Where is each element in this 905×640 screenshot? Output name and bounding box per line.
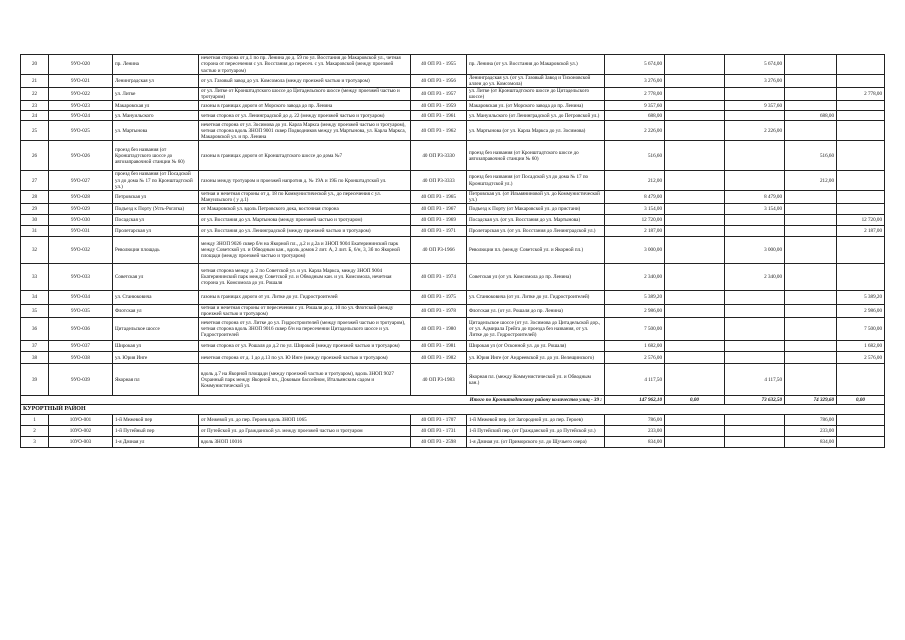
row-number: 22 (21, 88, 49, 101)
row-code: 9УО-023 (49, 101, 113, 111)
row-reg-number: 40 ОП Р3 - 1981 (411, 341, 467, 352)
row-reg-number: 40 ОП Р3 - 1978 (411, 304, 467, 317)
row-number: 20 (21, 55, 49, 75)
row-reg-number: 40 ОП Р3 - 1956 (411, 75, 467, 88)
row-col1 (665, 415, 725, 426)
subtotal-col1: 0,00 (665, 396, 725, 405)
table-row (21, 190, 885, 203)
row-number: 29 (21, 203, 49, 214)
row-col3 (785, 190, 837, 203)
row-col1 (665, 190, 725, 203)
row-name: Якорная пл (113, 364, 199, 396)
row-total: 3 276,00 (605, 75, 665, 88)
subtotal-label: Итого по Кронштадтскому району количество улиц - 39 : (21, 396, 605, 405)
row-col1 (665, 55, 725, 75)
row-name: Цитадельское шоссе (113, 318, 199, 341)
row-col2 (725, 304, 785, 317)
row-description: четная и нечетная стороны от д. 18 по Коммунистической ул., до пересечения с ул. Мануильского ( у д.1) (199, 190, 411, 203)
row-number: 23 (21, 101, 49, 111)
row-col3 (785, 55, 837, 75)
row-total: 2 778,00 (605, 88, 665, 101)
row-code: 9УО-020 (49, 55, 113, 75)
row-col2: 2 340,00 (725, 263, 785, 290)
row-code: 10УО-001 (49, 415, 113, 426)
row-col2 (725, 171, 785, 190)
row-bounds: проезд без названия (от Посадской ул до дома № 17 по Кронштадтской ул.) (467, 171, 605, 190)
row-bounds: Широкая ул (от Осконной ул. до ул. Рошаля) (467, 341, 605, 352)
row-col1 (665, 88, 725, 101)
row-description: от Путейской ул. до Гражданской ул. между проезжей частью и тротуаром (199, 426, 411, 437)
row-total: 7 500,00 (605, 318, 665, 341)
row-name: проезд без названия (от Посадской ул до дома № 17 по Кронштадтской ул.) (113, 171, 199, 190)
row-col2 (725, 290, 785, 304)
row-bounds: Ленинградская ул. (от ул. Газовый Завод и Тихоновской аллеи до ул. Комсомола) (467, 75, 605, 88)
row-description: газоны в границах дороги от ул. Литке до ул. Гидростроителей (199, 290, 411, 304)
row-name: 1-й Путейный пер (113, 426, 199, 437)
row-total: 212,00 (605, 171, 665, 190)
row-name: 1-я Дачная ул (113, 437, 199, 448)
table-row (21, 426, 885, 437)
row-col3: 786,00 (785, 415, 837, 426)
row-bounds: Цитадельское шоссе (от ул. Зосимова до Цитадельской дор., от ул. Адмирала Грейга до проезда без названия, от ул. Литке до ул. Гидростроителей) (467, 318, 605, 341)
row-total: 2 226,00 (605, 121, 665, 141)
row-col3: 212,00 (785, 171, 837, 190)
row-description: четная сторона от ул. Рошаля до д.2 по ул. Широкой (между проезжей частью и тротуаром) (199, 341, 411, 352)
table-row (21, 225, 885, 236)
row-col4 (837, 55, 885, 75)
table-row (21, 290, 885, 304)
row-description: от Макаровской ул. вдоль Петровского дока, восточная сторона (199, 203, 411, 214)
subtotal-row (21, 396, 885, 405)
row-number: 34 (21, 290, 49, 304)
row-code: 9УО-028 (49, 190, 113, 203)
row-number: 38 (21, 352, 49, 364)
row-col2 (725, 341, 785, 352)
row-bounds: пр. Ленина (от ул. Восстания до Макаровской ул.) (467, 55, 605, 75)
row-description: от ул. Литке от Кронштадтского шоссе до Цитадельского шоссе (между проезжей частью и тротуаром) (199, 88, 411, 101)
row-total: 2 986,00 (605, 304, 665, 317)
row-col1 (665, 426, 725, 437)
row-col4 (837, 364, 885, 396)
row-reg-number: 40 ОП Р3 - 1731 (411, 426, 467, 437)
row-name: Пролетарская ул (113, 225, 199, 236)
row-bounds: Петровская ул. (от Ильмяниновой ул. до Коммунистической ул.) (467, 190, 605, 203)
row-col1 (665, 318, 725, 341)
row-name: Ленинградская ул (113, 75, 199, 88)
row-bounds: Революции пл. (между Советской ул. и Якорной пл.) (467, 236, 605, 263)
row-col3 (785, 352, 837, 364)
row-description: от ул. Восстания до ул. Ленинградской (между проезжей частью и тротуаром) (199, 225, 411, 236)
row-col4: 2 187,00 (837, 225, 885, 236)
row-col3: 834,00 (785, 437, 837, 448)
subtotal-col4: 0,00 (837, 396, 885, 405)
row-description: от ул. Газовый завод до ул. Комсомола (между проезжей частью и тротуаром) (199, 75, 411, 88)
row-name: Петровская ул (113, 190, 199, 203)
row-code: 9УО-031 (49, 225, 113, 236)
row-col4 (837, 190, 885, 203)
row-name: Макаровская ул (113, 101, 199, 111)
row-name: Широкая ул (113, 341, 199, 352)
row-col1 (665, 203, 725, 214)
row-col4: 12 720,00 (837, 214, 885, 225)
row-code: 9УО-032 (49, 236, 113, 263)
row-bounds: Пролетарская ул. (от ул. Восстания до Ленинградской ул.) (467, 225, 605, 236)
row-description: нечетная сторона от ул. Зосимова до ул. Карла Маркса (между проезжей частью и тротуаром), четная сторона вдоль ЗНОП 9001 сквер Подводников между ул.Мартынова, ул. Карла Маркса, Макаровской ул. и пр. Ленина (199, 121, 411, 141)
row-col2 (725, 415, 785, 426)
row-code: 9УО-039 (49, 364, 113, 396)
row-number: 27 (21, 171, 49, 190)
row-name: Советская ул (113, 263, 199, 290)
row-col4 (837, 236, 885, 263)
row-reg-number: 40 ОП Р3 - 1961 (411, 111, 467, 121)
row-col2: 8 479,00 (725, 190, 785, 203)
row-col4 (837, 101, 885, 111)
row-total: 786,00 (605, 415, 665, 426)
row-col3 (785, 263, 837, 290)
subtotal-block (21, 396, 885, 415)
row-col3 (785, 304, 837, 317)
row-bounds: Советская ул (от ул. Комсомола до пр. Ленина) (467, 263, 605, 290)
row-number: 35 (21, 304, 49, 317)
table-row (21, 75, 885, 88)
row-bounds: Подъезд к Порту (от Макаровской ул. до пристани) (467, 203, 605, 214)
row-reg-number: 40 ОП Р3 - 1707 (411, 415, 467, 426)
row-col1 (665, 75, 725, 88)
row-description: четная сторона от ул. Ленинградской до д. 22 (между проезжей частью и тротуаром) (199, 111, 411, 121)
row-col1 (665, 263, 725, 290)
row-bounds: ул. Станюковича (от ул. Литке до ул. Гидростроителей) (467, 290, 605, 304)
row-col4 (837, 437, 885, 448)
row-col4 (837, 415, 885, 426)
row-total: 3 154,00 (605, 203, 665, 214)
row-description: нечетная сторона от д.1 по пр. Ленина до д. 59 по ул. Восстания до Макаровской ул., четная сторона от пересечения с ул. Восстания до пересеч. с ул. Макаровской (между проезжей частью и тротуаром) (199, 55, 411, 75)
row-name: Подъезд к Порту (Усть-Рогатка) (113, 203, 199, 214)
row-reg-number: 40 ОП Р3-3333 (411, 171, 467, 190)
row-number: 39 (21, 364, 49, 396)
row-col3 (785, 75, 837, 88)
row-description: от ул. Восстания до ул. Мартынова (между проезжей частью и тротуаром) (199, 214, 411, 225)
row-reg-number: 40 ОП Р3-1983 (411, 364, 467, 396)
row-col3 (785, 203, 837, 214)
row-reg-number: 40 ОП Р3 - 1969 (411, 214, 467, 225)
row-total: 12 720,00 (605, 214, 665, 225)
row-col2 (725, 88, 785, 101)
row-bounds: Посадская ул. (от ул. Восстания до ул. Мартынова) (467, 214, 605, 225)
row-code: 10УО-003 (49, 437, 113, 448)
row-reg-number: 40 ОП Р3 - 1975 (411, 290, 467, 304)
row-bounds: ул. Юрия Инге (от Андреевской ул. до ул. Велещинского) (467, 352, 605, 364)
row-code: 9УО-035 (49, 304, 113, 317)
row-col4 (837, 75, 885, 88)
row-number: 30 (21, 214, 49, 225)
row-description: четная сторона между д. 2 по Советской ул. и ул. Карла Маркса, между ЗНОП 9004 Екатерининский парк между Советской ул. и Обводным кан. и ул. Комсомола, нечетная сторона ул. Комсомола до ул. Рошаля (199, 263, 411, 290)
row-col4: 1 682,00 (837, 341, 885, 352)
row-description: нечетная сторона от ул. Литке до ул. Гидростроителей (между проезжей частью и тротуаром), четная сторона вдоль ЗНОП 9016 сквер б/н на пересечении Цитадельского шоссе и ул. Гидростроителей (199, 318, 411, 341)
row-code: 9УО-030 (49, 214, 113, 225)
row-number: 36 (21, 318, 49, 341)
table-row (21, 318, 885, 341)
row-code: 9УО-029 (49, 203, 113, 214)
row-code: 9УО-022 (49, 88, 113, 101)
row-reg-number: 40 ОП Р3 - 1959 (411, 101, 467, 111)
row-code: 9УО-021 (49, 75, 113, 88)
row-number: 21 (21, 75, 49, 88)
row-description: газоны между тротуаром и проезжей напротив д. № 19А и 19Б по Кронштадтской ул. (199, 171, 411, 190)
row-reg-number: 40 ОП Р3 - 1971 (411, 225, 467, 236)
row-code: 9УО-024 (49, 111, 113, 121)
row-col4: 7 500,00 (837, 318, 885, 341)
row-total: 9 357,60 (605, 101, 665, 111)
row-col3: 516,60 (785, 141, 837, 171)
row-col4 (837, 111, 885, 121)
row-description: нечетная сторона от д. 1 до д.13 по ул. Ю Инге (между проезжей частью и тротуаром) (199, 352, 411, 364)
row-col1 (665, 236, 725, 263)
row-description: между ЗНОП 9026 сквер б/н на Якорной пл., д.2 и д.2а и ЗНОП 9004 Екатерининский парк между Советской ул. и Обводным кан., вдоль домов 2 лит. А, 2 лит. Б, 6/н, 3, 3б по Якорной площади (между проезжей частью и тротуаром) (199, 236, 411, 263)
row-number: 24 (21, 111, 49, 121)
row-name: ул. Станюковича (113, 290, 199, 304)
roads-table (20, 54, 885, 448)
table-row (21, 236, 885, 263)
row-name: пр. Ленина (113, 55, 199, 75)
row-reg-number: 40 ОП Р3 - 1980 (411, 318, 467, 341)
row-col1 (665, 352, 725, 364)
table-row (21, 415, 885, 426)
row-col3 (785, 318, 837, 341)
row-total: 233,00 (605, 426, 665, 437)
row-col4 (837, 426, 885, 437)
row-bounds: ул. Мартынова (от ул. Карла Маркса до ул. Зосимова) (467, 121, 605, 141)
table-row (21, 141, 885, 171)
row-description: газоны в границах дороги от Морского завода до пр. Ленина (199, 101, 411, 111)
row-code: 9УО-025 (49, 121, 113, 141)
row-col1 (665, 364, 725, 396)
row-total: 5 674,00 (605, 55, 665, 75)
row-col4: 2 576,00 (837, 352, 885, 364)
row-description: вдоль ЗНОП 10016 (199, 437, 411, 448)
row-col3 (785, 225, 837, 236)
table-row (21, 203, 885, 214)
row-col4: 2 778,00 (837, 88, 885, 101)
row-number: 25 (21, 121, 49, 141)
table-row (21, 341, 885, 352)
row-col2 (725, 352, 785, 364)
row-number: 37 (21, 341, 49, 352)
table-row (21, 171, 885, 190)
row-name: ул. Литке (113, 88, 199, 101)
row-col1 (665, 111, 725, 121)
row-name: ул. Юрия Инге (113, 352, 199, 364)
row-total: 3 000,00 (605, 236, 665, 263)
subtotal-total: 147 962,10 (605, 396, 665, 405)
row-col1 (665, 437, 725, 448)
row-col1 (665, 290, 725, 304)
row-number: 31 (21, 225, 49, 236)
row-col2 (725, 214, 785, 225)
row-description: от Межевой ул. до пер. Героев вдоль ЗНОП 1065 (199, 415, 411, 426)
row-code: 9УО-038 (49, 352, 113, 364)
row-col3 (785, 88, 837, 101)
row-number: 28 (21, 190, 49, 203)
row-col1 (665, 121, 725, 141)
row-total: 8 479,00 (605, 190, 665, 203)
row-total: 2 576,00 (605, 352, 665, 364)
row-code: 9УО-027 (49, 171, 113, 190)
subtotal-col2: 73 632,50 (725, 396, 785, 405)
row-col2 (725, 426, 785, 437)
row-col4 (837, 203, 885, 214)
row-name: Посадская ул (113, 214, 199, 225)
row-bounds: ул. Мануильского (от Ленинградской ул. до Петровской ул.) (467, 111, 605, 121)
row-description: вдоль д.7 на Якорной площади (между проезжей частью и тротуаром), вдоль ЗНОП 9027 Охранный парк между Якорной пл., Доковым бассейном, Итальянским садом и Коммунистической ул. (199, 364, 411, 396)
row-total: 834,00 (605, 437, 665, 448)
row-reg-number: 40 ОП Р3 - 1965 (411, 190, 467, 203)
subtotal-col3: 74 329,60 (785, 396, 837, 405)
row-col4: 5 389,20 (837, 290, 885, 304)
row-bounds: Флотская ул. (от ул. Рошаля до пр. Ленина) (467, 304, 605, 317)
row-col2 (725, 225, 785, 236)
row-col2 (725, 111, 785, 121)
row-total: 4 117,50 (605, 364, 665, 396)
row-total: 516,60 (605, 141, 665, 171)
row-description: газоны в границах дороги от Кронштадтского шоссе до дома №7 (199, 141, 411, 171)
row-total: 2 340,00 (605, 263, 665, 290)
row-col3 (785, 290, 837, 304)
row-col4 (837, 141, 885, 171)
row-reg-number: 40 ОП Р3-3330 (411, 141, 467, 171)
row-col2: 4 117,50 (725, 364, 785, 396)
table-row (21, 263, 885, 290)
row-reg-number: 40 ОП Р3 - 1962 (411, 121, 467, 141)
row-description: четная и нечетная стороны от пересечения с ул. Рошаля до д. 10 по ул. Флотской (между проезжей частью и тротуаром) (199, 304, 411, 317)
row-number: 1 (21, 415, 49, 426)
row-col4: 2 986,00 (837, 304, 885, 317)
row-code: 9УО-033 (49, 263, 113, 290)
row-col3: 688,00 (785, 111, 837, 121)
section-row (21, 405, 885, 415)
row-col2: 3 154,00 (725, 203, 785, 214)
row-col2 (725, 318, 785, 341)
row-total: 2 187,00 (605, 225, 665, 236)
row-col1 (665, 171, 725, 190)
row-col1 (665, 214, 725, 225)
row-code: 9УО-034 (49, 290, 113, 304)
row-col4 (837, 121, 885, 141)
row-reg-number: 40 ОП Р3 - 1974 (411, 263, 467, 290)
row-col4 (837, 263, 885, 290)
row-bounds: ул. Литке (от Кронштадтского шоссе до Цитадельского шоссе) (467, 88, 605, 101)
row-total: 1 682,00 (605, 341, 665, 352)
row-code: 9УО-026 (49, 141, 113, 171)
row-bounds: 1-й Путейский пер. (от Гражданской ул. до Путейской ул.) (467, 426, 605, 437)
row-bounds: Макаровская ул. (от Морского завода до пр. Ленина) (467, 101, 605, 111)
row-total: 688,00 (605, 111, 665, 121)
row-col3 (785, 121, 837, 141)
section-title: КУРОРТНЫЙ РАЙОН (21, 405, 885, 415)
row-col2 (725, 141, 785, 171)
table-row (21, 214, 885, 225)
row-col2: 5 674,00 (725, 55, 785, 75)
row-name: Флотская ул (113, 304, 199, 317)
row-bounds: 1-й Межевой пер. (от Загородной ул. до пер. Героев) (467, 415, 605, 426)
row-col3: 233,00 (785, 426, 837, 437)
row-reg-number: 40 ОП Р3 - 1955 (411, 55, 467, 75)
row-col4 (837, 171, 885, 190)
row-col1 (665, 304, 725, 317)
row-col2: 2 226,00 (725, 121, 785, 141)
table-row (21, 437, 885, 448)
row-col3 (785, 236, 837, 263)
row-number: 2 (21, 426, 49, 437)
row-col2 (725, 437, 785, 448)
table-row (21, 111, 885, 121)
row-col3 (785, 101, 837, 111)
row-code: 9УО-036 (49, 318, 113, 341)
row-number: 26 (21, 141, 49, 171)
row-name: проезд без названия (от Кронштадтского шоссе до автозаправочной станции № 60) (113, 141, 199, 171)
row-col1 (665, 141, 725, 171)
row-bounds: проезд без названия (от Кронштадтского шоссе до автозаправочной станции № 60) (467, 141, 605, 171)
row-reg-number: 40 ОП Р3 - 2598 (411, 437, 467, 448)
row-number: 3 (21, 437, 49, 448)
row-col3 (785, 214, 837, 225)
row-reg-number: 40 ОП Р3 - 1967 (411, 203, 467, 214)
row-name: ул. Мануильского (113, 111, 199, 121)
row-col2: 3 276,00 (725, 75, 785, 88)
table-row (21, 352, 885, 364)
row-reg-number: 40 ОП Р3 - 1957 (411, 88, 467, 101)
table-row (21, 364, 885, 396)
row-col3 (785, 341, 837, 352)
row-name: ул. Мартынова (113, 121, 199, 141)
row-col1 (665, 101, 725, 111)
row-col3 (785, 364, 837, 396)
row-name: 1-й Межевой пер (113, 415, 199, 426)
row-number: 33 (21, 263, 49, 290)
table-row (21, 55, 885, 75)
row-col1 (665, 341, 725, 352)
table-row (21, 304, 885, 317)
row-col2: 9 357,60 (725, 101, 785, 111)
row-col1 (665, 225, 725, 236)
row-total: 5 389,20 (605, 290, 665, 304)
row-reg-number: 40 ОП Р3-1966 (411, 236, 467, 263)
row-bounds: 1-я Дачная ул. (от Приморского ул. до Щучьего озера) (467, 437, 605, 448)
row-number: 32 (21, 236, 49, 263)
row-name: Революции площадь (113, 236, 199, 263)
row-bounds: Якорная пл. (между Коммунистической ул. и Обводным кан.) (467, 364, 605, 396)
table-row (21, 88, 885, 101)
kurortny-rows (21, 415, 885, 448)
row-reg-number: 40 ОП Р3 - 1982 (411, 352, 467, 364)
table-row (21, 101, 885, 111)
table-row (21, 121, 885, 141)
row-code: 9УО-037 (49, 341, 113, 352)
row-col2: 3 000,00 (725, 236, 785, 263)
row-code: 10УО-002 (49, 426, 113, 437)
kronshtadt-rows (21, 55, 885, 396)
